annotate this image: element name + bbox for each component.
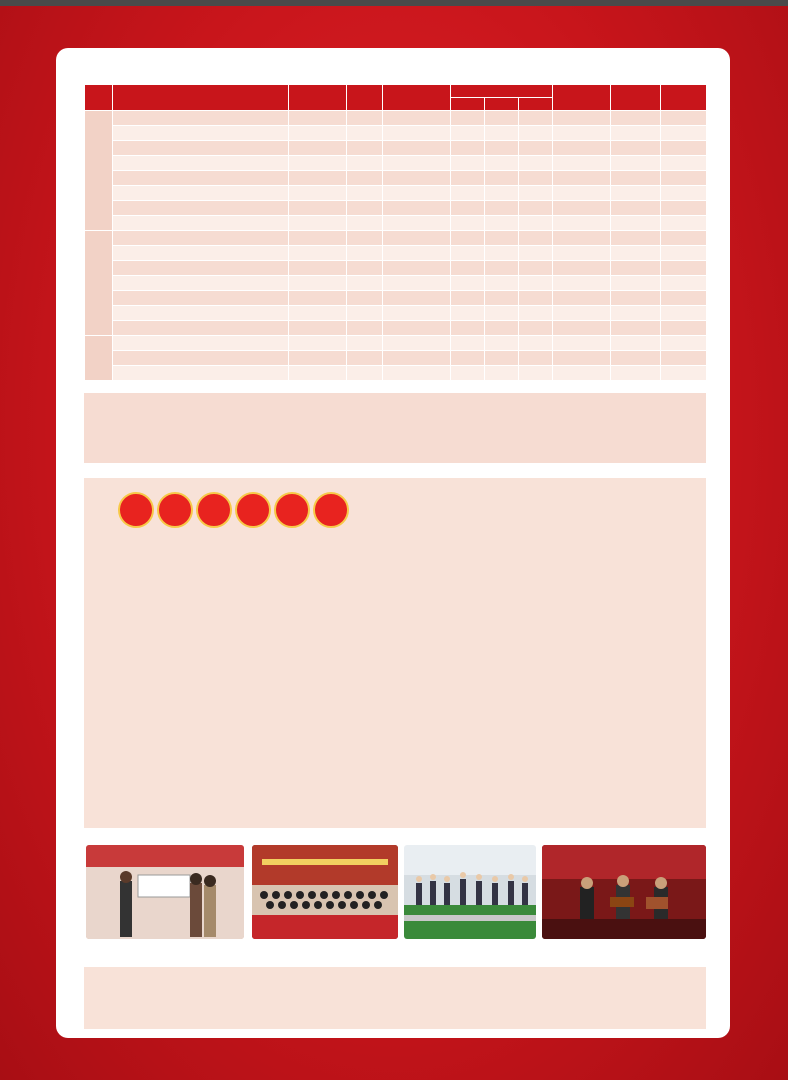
table-cell <box>289 171 347 186</box>
table-cell <box>611 261 661 276</box>
major-cell <box>113 156 289 171</box>
table-cell <box>451 171 485 186</box>
major-cell <box>113 366 289 381</box>
photo-foreign-artists <box>542 845 706 939</box>
table-cell <box>347 261 383 276</box>
table-row <box>85 201 707 216</box>
table-row <box>85 216 707 231</box>
table-cell <box>383 111 451 126</box>
table-row <box>85 336 707 351</box>
table-cell <box>347 126 383 141</box>
table-cell <box>347 231 383 246</box>
table-cell <box>661 171 707 186</box>
table-cell <box>289 141 347 156</box>
table-cell <box>451 246 485 261</box>
table-cell <box>553 351 611 366</box>
table-cell <box>347 291 383 306</box>
th-dept <box>85 85 113 111</box>
table-cell <box>383 306 451 321</box>
dept-cell <box>85 231 113 336</box>
table-cell <box>383 216 451 231</box>
th-years <box>347 85 383 111</box>
photo-award-ceremony <box>86 845 244 939</box>
table-row <box>85 246 707 261</box>
table-cell <box>451 156 485 171</box>
th-major <box>113 85 289 111</box>
major-cell <box>113 246 289 261</box>
table-cell <box>485 111 519 126</box>
table-cell <box>661 141 707 156</box>
table-cell <box>289 231 347 246</box>
th-putong <box>451 98 485 111</box>
major-cell <box>113 261 289 276</box>
table-cell <box>451 321 485 336</box>
table-cell <box>347 366 383 381</box>
table-cell <box>347 306 383 321</box>
table-cell <box>383 336 451 351</box>
table-cell <box>383 291 451 306</box>
table-cell <box>553 336 611 351</box>
table-cell <box>553 276 611 291</box>
th-duikou <box>519 98 553 111</box>
major-cell <box>113 231 289 246</box>
table-cell <box>289 261 347 276</box>
th-gx-plan <box>451 85 553 98</box>
notes-box <box>84 393 706 463</box>
table-cell <box>661 276 707 291</box>
table-cell <box>553 216 611 231</box>
table-cell <box>611 201 661 216</box>
table-cell <box>519 261 553 276</box>
table-cell <box>347 216 383 231</box>
title-char <box>274 492 310 528</box>
table-cell <box>553 186 611 201</box>
table-cell <box>611 216 661 231</box>
table-cell <box>383 141 451 156</box>
table-cell <box>553 366 611 381</box>
table-cell <box>661 201 707 216</box>
table-cell <box>611 156 661 171</box>
table-cell <box>289 306 347 321</box>
photo-teacher-students <box>404 845 536 939</box>
dept-cell <box>85 111 113 231</box>
table-cell <box>451 366 485 381</box>
table-cell <box>611 351 661 366</box>
table-cell <box>485 291 519 306</box>
table-cell <box>347 186 383 201</box>
table-cell <box>383 231 451 246</box>
table-row <box>85 231 707 246</box>
table-cell <box>485 141 519 156</box>
table-cell <box>383 201 451 216</box>
table-cell <box>519 291 553 306</box>
table-row <box>85 261 707 276</box>
table-cell <box>611 276 661 291</box>
table-cell <box>347 156 383 171</box>
table-cell <box>451 276 485 291</box>
table-row <box>85 291 707 306</box>
th-danzhao <box>485 98 519 111</box>
table-cell <box>553 201 611 216</box>
table-cell <box>553 141 611 156</box>
table-cell <box>611 126 661 141</box>
table-cell <box>485 231 519 246</box>
table-cell <box>347 336 383 351</box>
table-cell <box>661 321 707 336</box>
table-cell <box>553 111 611 126</box>
table-cell <box>289 321 347 336</box>
table-cell <box>611 141 661 156</box>
table-cell <box>485 246 519 261</box>
table-cell <box>611 111 661 126</box>
table-row <box>85 306 707 321</box>
table-cell <box>485 276 519 291</box>
table-cell <box>451 201 485 216</box>
table-cell <box>383 156 451 171</box>
table-cell <box>611 291 661 306</box>
table-cell <box>519 231 553 246</box>
table-cell <box>289 201 347 216</box>
table-cell <box>611 171 661 186</box>
table-cell <box>451 261 485 276</box>
table-cell <box>289 351 347 366</box>
table-cell <box>519 276 553 291</box>
table-cell <box>611 336 661 351</box>
major-cell <box>113 276 289 291</box>
table-row <box>85 111 707 126</box>
table-cell <box>519 246 553 261</box>
table-cell <box>611 366 661 381</box>
table-cell <box>451 141 485 156</box>
major-cell <box>113 186 289 201</box>
table-cell <box>519 186 553 201</box>
table-cell <box>519 321 553 336</box>
table-cell <box>661 336 707 351</box>
table-cell <box>451 126 485 141</box>
table-cell <box>451 216 485 231</box>
table-cell <box>485 306 519 321</box>
major-cell <box>113 291 289 306</box>
table-cell <box>451 306 485 321</box>
table-cell <box>661 351 707 366</box>
table-cell <box>485 126 519 141</box>
table-row <box>85 126 707 141</box>
table-row <box>85 141 707 156</box>
table-cell <box>485 216 519 231</box>
th-outside <box>553 85 611 111</box>
th-total <box>611 85 661 111</box>
table-cell <box>485 321 519 336</box>
table-cell <box>451 336 485 351</box>
table-cell <box>485 156 519 171</box>
table-cell <box>289 366 347 381</box>
table-cell <box>383 126 451 141</box>
table-cell <box>661 156 707 171</box>
table-cell <box>383 261 451 276</box>
table-cell <box>519 336 553 351</box>
table-cell <box>553 231 611 246</box>
table-cell <box>661 216 707 231</box>
th-subject <box>383 85 451 111</box>
table-cell <box>611 186 661 201</box>
major-cell <box>113 306 289 321</box>
table-cell <box>451 186 485 201</box>
table-cell <box>519 201 553 216</box>
major-cell <box>113 351 289 366</box>
table-cell <box>289 336 347 351</box>
major-cell <box>113 171 289 186</box>
table-cell <box>383 366 451 381</box>
table-cell <box>383 186 451 201</box>
major-cell <box>113 321 289 336</box>
table-cell <box>347 141 383 156</box>
table-cell <box>661 306 707 321</box>
table-cell <box>519 306 553 321</box>
table-cell <box>611 246 661 261</box>
table-cell <box>661 246 707 261</box>
table-cell <box>347 171 383 186</box>
table-cell <box>661 261 707 276</box>
table-cell <box>485 261 519 276</box>
table-cell <box>347 321 383 336</box>
table-cell <box>383 351 451 366</box>
table-cell <box>289 276 347 291</box>
table-cell <box>611 306 661 321</box>
table-cell <box>347 351 383 366</box>
table-cell <box>347 276 383 291</box>
table-row <box>85 186 707 201</box>
table-cell <box>289 246 347 261</box>
table-cell <box>661 111 707 126</box>
table-cell <box>519 366 553 381</box>
table-row <box>85 321 707 336</box>
table-cell <box>383 276 451 291</box>
table-cell <box>485 366 519 381</box>
table-row <box>85 351 707 366</box>
table-cell <box>611 321 661 336</box>
table-cell <box>519 156 553 171</box>
contact-section <box>84 967 706 1029</box>
table-cell <box>451 231 485 246</box>
major-cell <box>113 126 289 141</box>
table-cell <box>519 216 553 231</box>
table-cell <box>553 261 611 276</box>
table-cell <box>451 291 485 306</box>
table-cell <box>519 171 553 186</box>
table-cell <box>553 306 611 321</box>
table-cell <box>519 111 553 126</box>
th-fee <box>661 85 707 111</box>
scholarship-title <box>118 492 349 532</box>
table-cell <box>519 351 553 366</box>
title-char <box>196 492 232 528</box>
table-cell <box>347 246 383 261</box>
table-cell <box>485 351 519 366</box>
table-cell <box>519 126 553 141</box>
table-cell <box>289 291 347 306</box>
title-char <box>157 492 193 528</box>
major-cell <box>113 111 289 126</box>
table-cell <box>485 336 519 351</box>
table-cell <box>485 186 519 201</box>
table-cell <box>451 111 485 126</box>
table-cell <box>347 111 383 126</box>
table-cell <box>289 126 347 141</box>
table-cell <box>347 201 383 216</box>
major-cell <box>113 201 289 216</box>
table-cell <box>289 111 347 126</box>
title-char <box>235 492 271 528</box>
table-cell <box>553 156 611 171</box>
table-cell <box>383 171 451 186</box>
table-cell <box>553 171 611 186</box>
major-cell <box>113 216 289 231</box>
table-cell <box>485 171 519 186</box>
dept-cell <box>85 336 113 381</box>
table-cell <box>611 231 661 246</box>
table-cell <box>553 321 611 336</box>
photo-strip <box>82 845 708 965</box>
major-cell <box>113 336 289 351</box>
table-cell <box>519 141 553 156</box>
table-cell <box>661 126 707 141</box>
table-cell <box>485 201 519 216</box>
major-cell <box>113 141 289 156</box>
table-cell <box>553 126 611 141</box>
photo-group-students <box>252 845 398 939</box>
table-cell <box>451 351 485 366</box>
table-cell <box>383 246 451 261</box>
table-row <box>85 156 707 171</box>
table-cell <box>661 231 707 246</box>
title-char <box>313 492 349 528</box>
table-cell <box>553 291 611 306</box>
table-row <box>85 276 707 291</box>
table-cell <box>661 186 707 201</box>
table-row <box>85 366 707 381</box>
table-cell <box>289 156 347 171</box>
table-cell <box>553 246 611 261</box>
enrollment-plan-table <box>84 84 707 381</box>
table-cell <box>661 291 707 306</box>
table-cell <box>661 366 707 381</box>
title-char <box>118 492 154 528</box>
table-cell <box>289 186 347 201</box>
table-cell <box>289 216 347 231</box>
table-cell <box>383 321 451 336</box>
th-code <box>289 85 347 111</box>
table-row <box>85 171 707 186</box>
